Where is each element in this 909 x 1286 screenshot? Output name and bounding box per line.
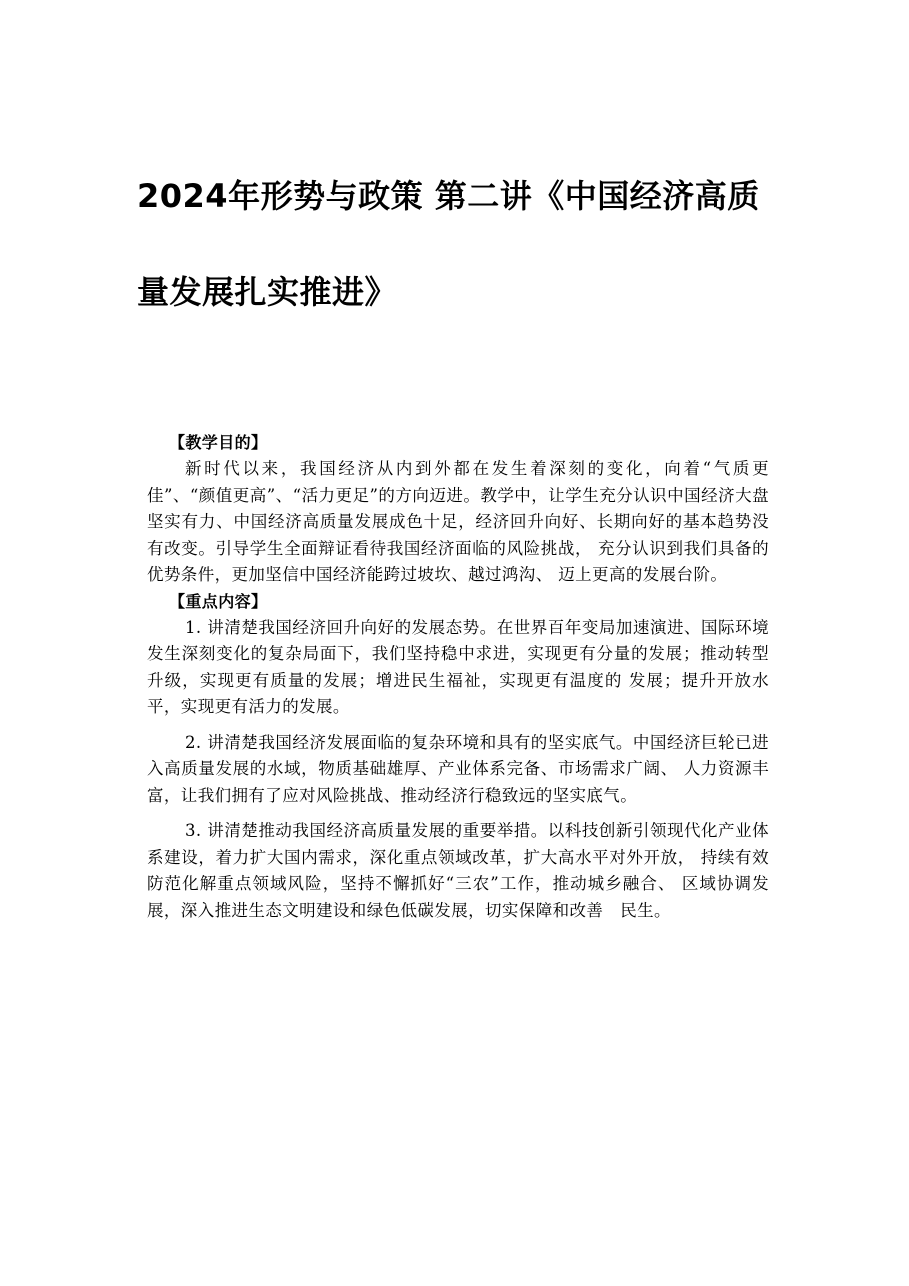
section-key-content	[147, 589, 769, 925]
document-title: 2024年形势与政策 第二讲《中国经济高质量发展扎实推进》	[137, 177, 760, 311]
section-heading-teaching-objectives: 【教学目的】	[169, 433, 268, 452]
section-heading-key-content: 【重点内容】	[169, 591, 268, 611]
paragraph: 1. 讲清楚我国经济回升向好的发展态势。在世界百年变局加速演进、国际环境发生深刻变化的复杂局面下，我们坚持稳中求进，实现更有分量的发展；推动转型升级，实现更有质量的发展；增进民生福祉，实现更有温度的 发展；提升开放水平，实现更有活力的发展。	[147, 617, 769, 716]
section-teaching-objectives	[147, 430, 769, 589]
document-body	[147, 430, 769, 924]
paragraph: 2. 讲清楚我国经济发展面临的复杂环境和具有的坚实底气。中国经济巨轮已进入高质量发展的水域，物质基础雄厚、产业体系完备、市场需求广阔、 人力资源丰富，让我们拥有了应对风险挑战、推动经济行稳致远的坚实底气。	[147, 732, 769, 805]
paragraph: 3. 讲清楚推动我国经济高质量发展的重要举措。以科技创新引领现代化产业体系建设，着力扩大国内需求，深化重点领域改革，扩大高水平对外开放， 持续有效防范化解重点领域风险，坚持不懈抓好“三农”工作，推动城乡融合、 区域协调发展，深入推进生态文明建设和绿色低碳发展，切实保障和改善 民生。	[147, 821, 769, 920]
paragraph: 新时代以来，我国经济从内到外都在发生着深刻的变化，向着“气质更佳”、“颜值更高”、“活力更足”的方向迈进。教学中，让学生充分认识中国经济大盘坚实有力、中国经济高质量发展成色十足，经济回升向好、长期向好的基本趋势没有改变。引导学生全面辩证看待我国经济面临的风险挑战， 充分认识到我们具备的优势条件，更加坚信中国经济能跨过坡坎、越过鸿沟、 迈上更高的发展台阶。	[147, 459, 769, 584]
